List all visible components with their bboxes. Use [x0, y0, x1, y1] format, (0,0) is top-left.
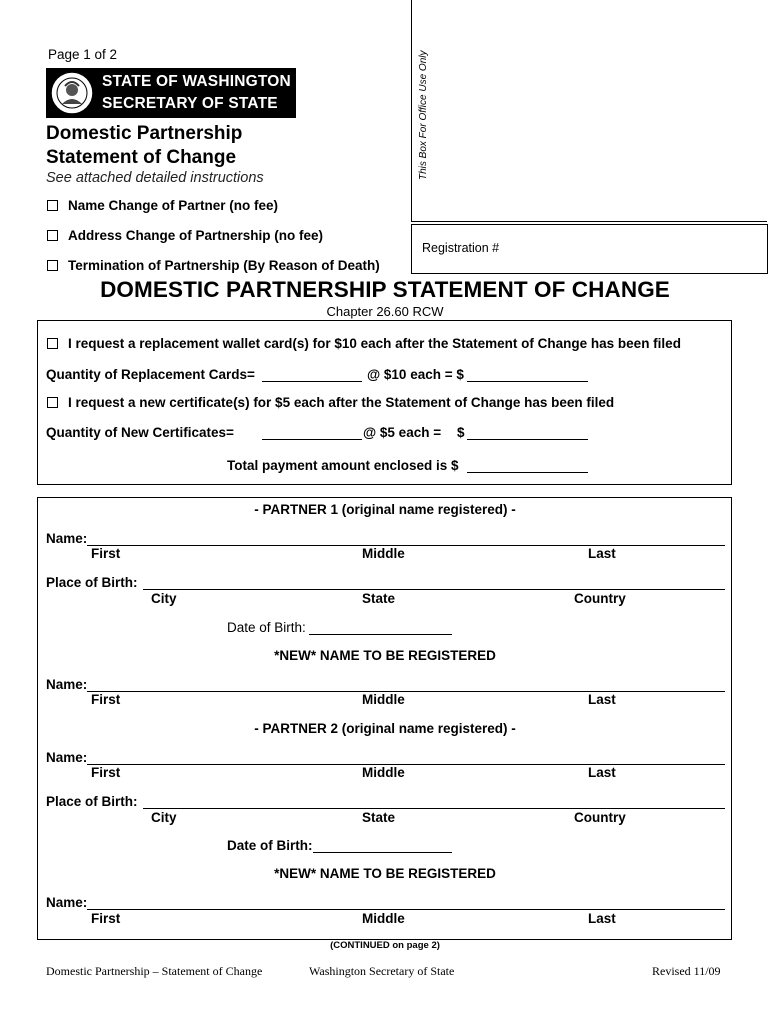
form-subtitle: See attached detailed instructions — [46, 170, 264, 186]
partner1-new-last-label: Last — [588, 692, 616, 707]
main-heading: DOMESTIC PARTNERSHIP STATEMENT OF CHANGE — [100, 277, 670, 302]
footer-right: Revised 11/09 — [652, 964, 721, 978]
logo — [46, 68, 296, 118]
partner2-header: - PARTNER 2 (original name registered) - — [254, 721, 516, 736]
footer-center: Washington Secretary of State — [309, 964, 455, 978]
certificate-request: I request a new certificate(s) for $5 each after the Statement of Change has been filed — [68, 395, 615, 410]
partner2-dob-label: Date of Birth: — [227, 838, 313, 853]
form-title-line2: Statement of Change — [46, 147, 237, 168]
name-change-label: Name Change of Partner (no fee) — [68, 198, 279, 213]
cert-amount-field[interactable] — [467, 439, 588, 440]
wallet-card-request: I request a replacement wallet card(s) for $10 each after the Statement of Change has been filed — [68, 336, 681, 351]
partner1-middle-label: Middle — [362, 546, 405, 561]
partner2-city-label: City — [151, 810, 177, 825]
partner2-state-label: State — [362, 810, 396, 825]
partner2-pob-label: Place of Birth: — [46, 794, 138, 809]
logo-line1: STATE OF WASHINGTON — [102, 73, 291, 90]
wallet-card-checkbox[interactable] — [47, 338, 58, 349]
form-title-line1: Domestic Partnership — [46, 123, 243, 144]
footer-left: Domestic Partnership – Statement of Change — [46, 964, 263, 978]
partner1-dob-field[interactable] — [309, 634, 452, 635]
partner2-name-field[interactable] — [87, 764, 725, 765]
partner2-new-name-header: *NEW* NAME TO BE REGISTERED — [274, 866, 496, 881]
state-seal-icon — [49, 70, 95, 116]
partner1-new-name-header: *NEW* NAME TO BE REGISTERED — [274, 648, 496, 663]
address-change-checkbox[interactable] — [47, 230, 58, 241]
office-use-label: This Box For Office Use Only — [418, 50, 429, 180]
termination-label: Termination of Partnership (By Reason of Death) — [68, 258, 380, 273]
chapter-reference: Chapter 26.60 RCW — [326, 304, 444, 319]
partner2-first-label: First — [91, 765, 121, 780]
office-use-box — [411, 0, 767, 222]
name-change-checkbox[interactable] — [47, 200, 58, 211]
logo-line2: SECRETARY OF STATE — [102, 95, 278, 112]
partner1-dob-label: Date of Birth: — [227, 620, 306, 635]
partner1-name-label: Name: — [46, 531, 88, 546]
partner1-new-first-label: First — [91, 692, 121, 707]
partner2-new-name-field[interactable] — [87, 909, 725, 910]
partner1-first-label: First — [91, 546, 121, 561]
certificate-checkbox[interactable] — [47, 397, 58, 408]
total-payment-field[interactable] — [467, 472, 588, 473]
registration-label: Registration # — [422, 241, 500, 255]
partner1-state-label: State — [362, 591, 396, 606]
termination-checkbox[interactable] — [47, 260, 58, 271]
partner2-pob-field[interactable] — [143, 808, 725, 809]
partner1-city-label: City — [151, 591, 177, 606]
total-payment-label: Total payment amount enclosed is $ — [227, 458, 459, 473]
partner1-pob-label: Place of Birth: — [46, 575, 138, 590]
partner1-header: - PARTNER 1 (original name registered) - — [254, 502, 516, 517]
partner1-country-label: Country — [574, 591, 626, 606]
cert-each-label: @ $5 each = — [363, 425, 442, 440]
continued-note: (CONTINUED on page 2) — [330, 940, 440, 951]
partner1-new-middle-label: Middle — [362, 692, 405, 707]
partner2-new-name-label: Name: — [46, 895, 88, 910]
partner2-last-label: Last — [588, 765, 616, 780]
wallet-amount-field[interactable] — [467, 381, 588, 382]
wallet-qty-field[interactable] — [262, 381, 362, 382]
partner2-name-label: Name: — [46, 750, 88, 765]
partner2-new-middle-label: Middle — [362, 911, 405, 926]
partner2-dob-field[interactable] — [313, 852, 452, 853]
wallet-each-label: @ $10 each = $ — [367, 367, 464, 382]
partner2-new-first-label: First — [91, 911, 121, 926]
wallet-qty-label: Quantity of Replacement Cards= — [46, 367, 255, 382]
partner2-new-last-label: Last — [588, 911, 616, 926]
partner2-middle-label: Middle — [362, 765, 405, 780]
page-indicator: Page 1 of 2 — [48, 47, 118, 62]
partner1-pob-field[interactable] — [143, 589, 725, 590]
partner1-new-name-field[interactable] — [87, 691, 725, 692]
cert-qty-field[interactable] — [262, 439, 362, 440]
partner1-new-name-label: Name: — [46, 677, 88, 692]
address-change-label: Address Change of Partnership (no fee) — [68, 228, 324, 243]
cert-dollar-label: $ — [457, 425, 465, 440]
partner1-name-field[interactable] — [87, 545, 725, 546]
partner2-country-label: Country — [574, 810, 626, 825]
partner1-last-label: Last — [588, 546, 616, 561]
cert-qty-label: Quantity of New Certificates= — [46, 425, 234, 440]
